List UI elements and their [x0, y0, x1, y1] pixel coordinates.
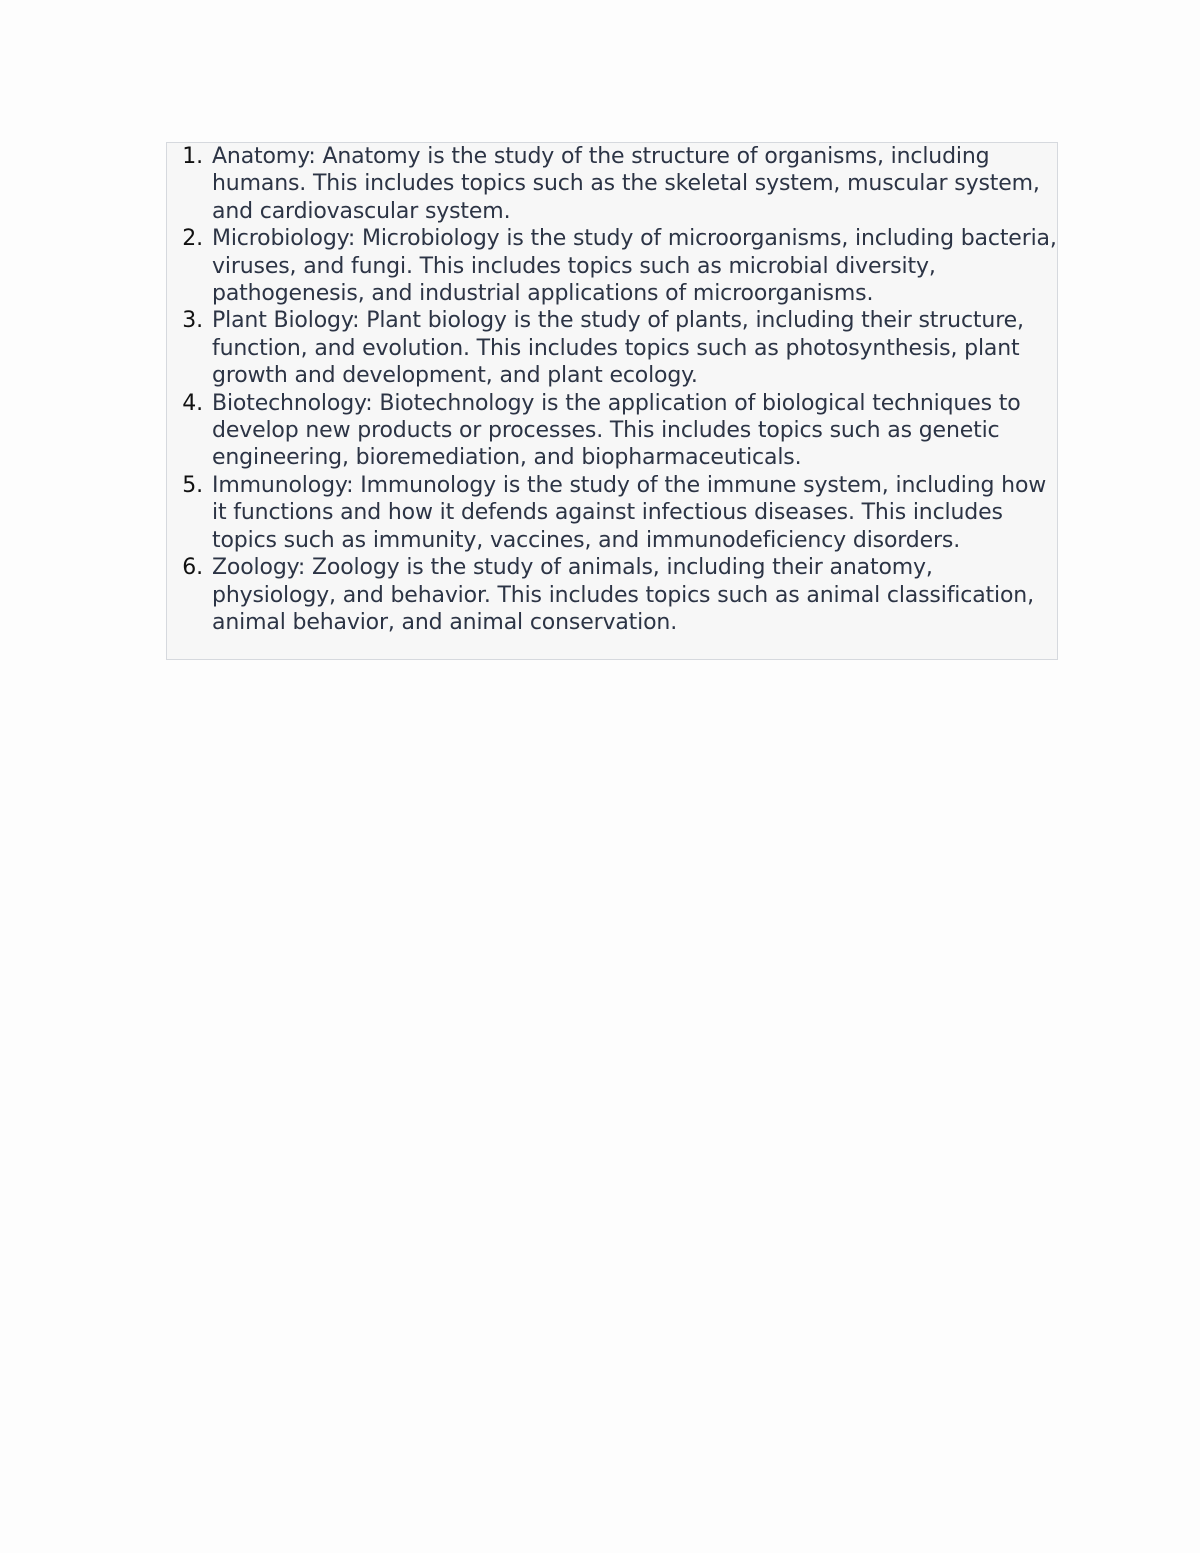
- list-item-number: 6.: [182, 555, 203, 581]
- list-item: [167, 307, 1057, 389]
- list-item-text: Zoology: Zoology is the study of animals, including their anatomy, physiology, and behavior. This includes topics such as animal classification, animal behavior, and animal conservation.: [212, 555, 1034, 635]
- list-item: [167, 225, 1057, 307]
- list-item-text: Biotechnology: Biotechnology is the application of biological techniques to develop new products or processes. This includes topics such as genetic engineering, bioremediation, and biopharmaceuticals.: [212, 390, 1021, 471]
- list-item-number: 1.: [182, 144, 203, 169]
- list-item-text: Microbiology: Microbiology is the study of microorganisms, including bacteria, viruses, and fungi. This includes topics such as microbial diversity, pathogenesis, and industrial applications of microorganisms.: [212, 226, 1057, 307]
- list-item-number: 3.: [182, 308, 203, 334]
- list-item-number: 4.: [182, 390, 203, 416]
- list-item: [167, 390, 1057, 472]
- list-item-text: Anatomy: Anatomy is the study of the structure of organisms, including humans. This includes topics such as the skeletal system, muscular system, and cardiovascular system.: [212, 144, 1040, 224]
- list-item-text: Immunology: Immunology is the study of the immune system, including how it functions and how it defends against infectious diseases. This includes topics such as immunity, vaccines, and immunodeficiency disorders.: [212, 472, 1047, 553]
- list-item-number: 5.: [182, 472, 203, 498]
- list-item-text: Plant Biology: Plant biology is the study of plants, including their structure, function, and evolution. This includes topics such as photosynthesis, plant growth and development, and plant ecology.: [212, 308, 1024, 389]
- topic-list-box: [166, 142, 1058, 660]
- list-item: [167, 472, 1057, 554]
- topic-list: [167, 143, 1057, 636]
- list-item: [167, 143, 1057, 225]
- list-item: [167, 554, 1057, 636]
- list-item-number: 2.: [182, 226, 203, 252]
